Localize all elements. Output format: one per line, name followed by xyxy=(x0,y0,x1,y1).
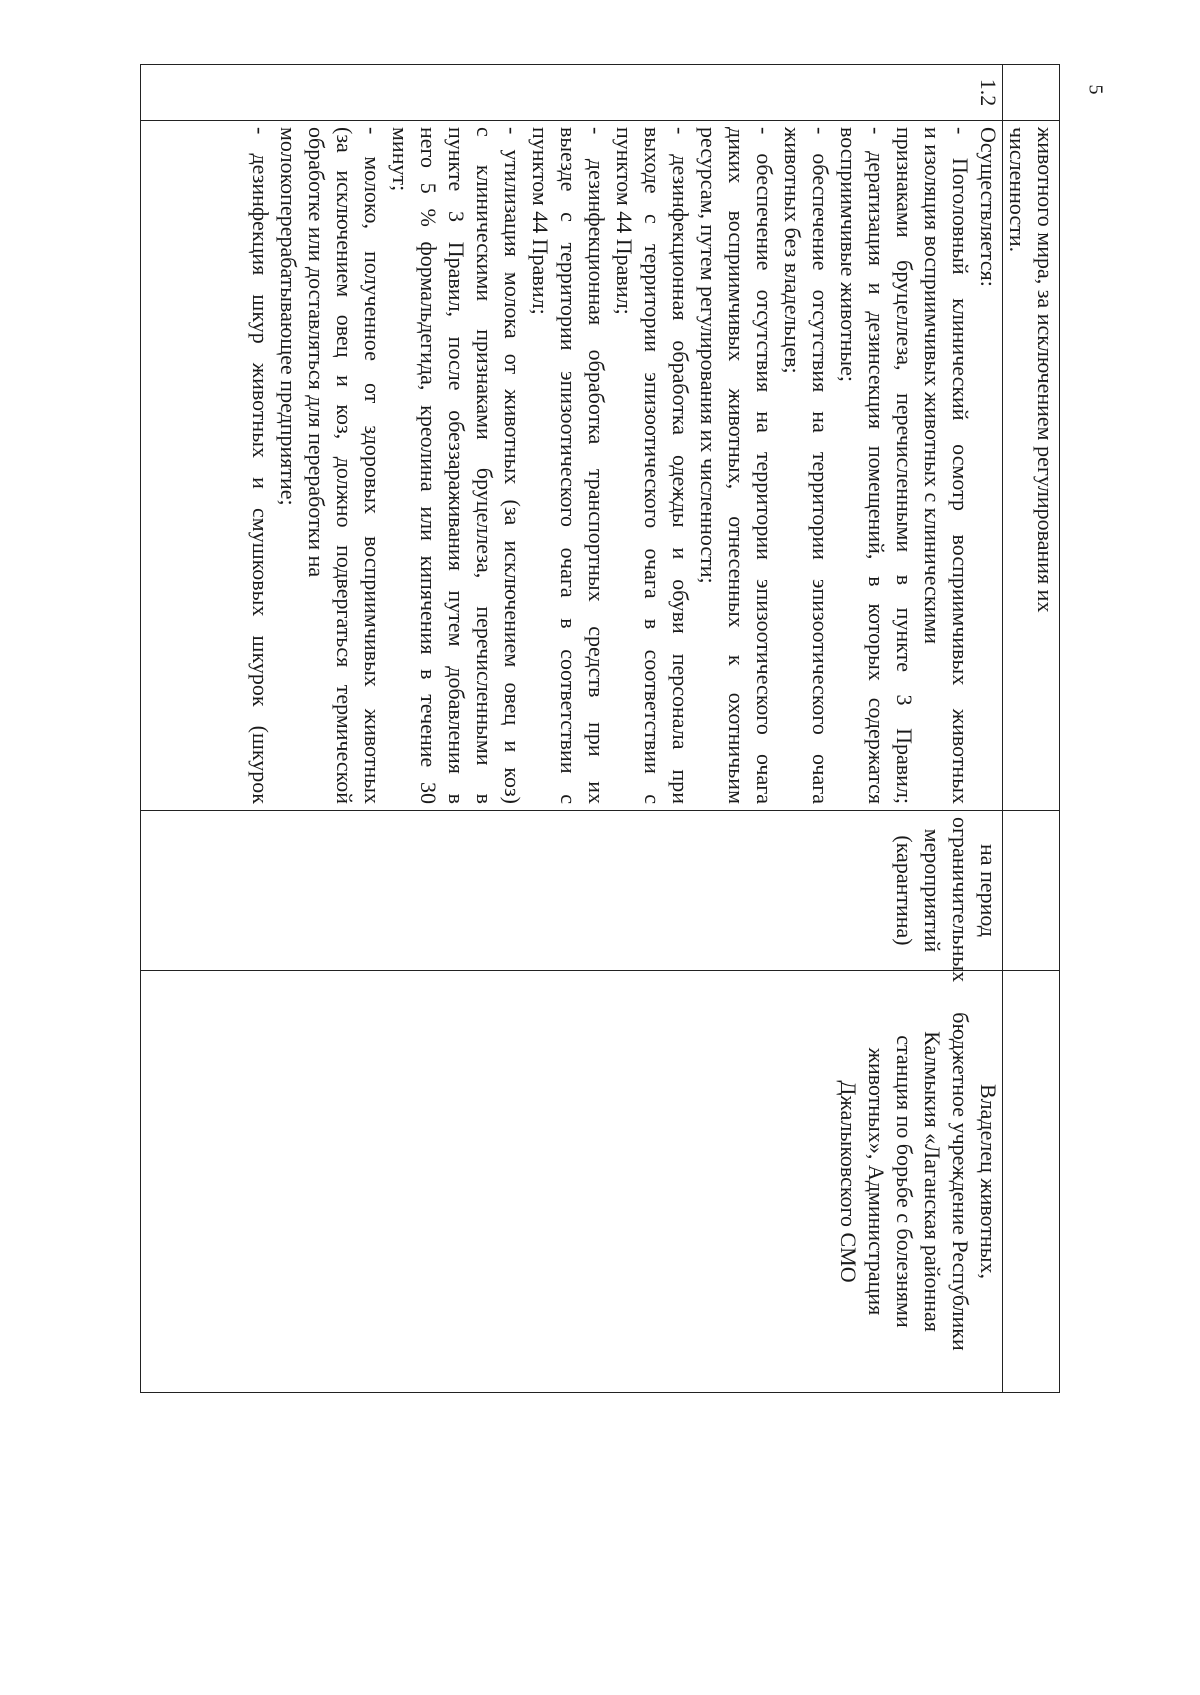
text-line: численности. xyxy=(1005,127,1030,253)
table-row-1-2 xyxy=(141,65,1003,1393)
text-line: него 5 % формальдегида, креолина или кипячения в течение 30 xyxy=(416,127,441,804)
text-line: пункте 3 Правил, после обеззараживания путем добавления в xyxy=(444,127,469,804)
responsible-line: Владелец животных, xyxy=(976,1084,1001,1279)
text-line: восприимчивые животные; xyxy=(836,127,861,383)
text-line: молокоперерабатывающее предприятие; xyxy=(276,127,301,506)
text-line: ресурсам, путем регулирования их численности; xyxy=(696,127,721,584)
text-line: - Поголовный клинический осмотр восприимчивых животных xyxy=(948,127,973,804)
responsible-line: животных», Администрация xyxy=(864,1047,889,1316)
responsible-line: бюджетное учреждение Республики xyxy=(948,1012,973,1351)
text-line: - дератизация и дезинсекция помещений, в которых содержатся xyxy=(864,127,889,804)
text-line: - дезинфекционная обработка транспортных средств при их xyxy=(584,127,609,804)
cell-continuation-text xyxy=(1003,121,1060,811)
period-line: на период xyxy=(976,844,1001,937)
table-row-continuation xyxy=(1003,65,1060,1393)
text-line: выезде с территории эпизоотического очага в соответствии с xyxy=(556,127,581,804)
text-line: обработке или доставляться для переработки на xyxy=(304,127,329,578)
responsible-line: Джалыковского СМО xyxy=(836,1080,861,1283)
measures-table xyxy=(140,64,1060,1393)
text-line: Осуществляется: xyxy=(976,127,1001,287)
text-line: пунктом 44 Правил; xyxy=(528,127,553,315)
text-line: - обеспечение отсутствия на территории эпизоотического очага xyxy=(752,127,777,804)
text-line: пунктом 44 Правил; xyxy=(612,127,637,315)
row-number: 1.2 xyxy=(141,65,1003,121)
page-number: 5 xyxy=(1084,84,1107,95)
text-line: животного мира, за исключением регулирования их xyxy=(1033,127,1058,613)
cell-responsible-empty xyxy=(1003,971,1060,1393)
cell-measures-text xyxy=(141,121,1003,811)
text-line: - дезинфекционная обработка одежды и обуви персонала при xyxy=(668,127,693,804)
responsible-line: Калмыкия «Лаганская районная xyxy=(920,1031,945,1332)
text-line: и изоляция восприимчивых животных с клиническими xyxy=(920,127,945,645)
text-line: - молоко, полученное от здоровых восприимчивых животных xyxy=(360,127,385,804)
text-line: с клиническими признаками бруцеллеза, перечисленными в xyxy=(472,127,497,804)
cell-period xyxy=(141,811,1003,983)
text-line: диких восприимчивых животных, отнесенных к охотничьим xyxy=(724,127,749,804)
text-line: выходе с территории эпизоотического очага в соответствии с xyxy=(640,127,665,804)
cell-period-empty xyxy=(1003,811,1060,971)
text-line: - утилизация молока от животных (за исключением овец и коз) xyxy=(500,127,525,804)
text-line: животных без владельцев; xyxy=(780,127,805,374)
rotated-table-wrapper xyxy=(140,64,1060,1392)
text-line: - дезинфекция шкур животных и смушковых шкурок (шкурок xyxy=(248,127,273,804)
period-line: (карантина) xyxy=(892,835,917,946)
text-line: минут; xyxy=(388,127,413,192)
responsible-line: станция по борьбе с болезнями xyxy=(892,1035,917,1328)
cell-num-empty xyxy=(1003,65,1060,121)
cell-responsible xyxy=(141,971,1003,1393)
text-line: (за исключением овец и коз, должно подвергаться термической xyxy=(332,127,357,804)
period-line: мероприятий xyxy=(920,828,945,953)
period-line: ограничительных xyxy=(948,817,973,983)
text-line: - обеспечение отсутствия на территории эпизоотического очага xyxy=(808,127,833,804)
text-line: признаками бруцеллеза, перечисленными в пункте 3 Правил; xyxy=(892,127,917,804)
